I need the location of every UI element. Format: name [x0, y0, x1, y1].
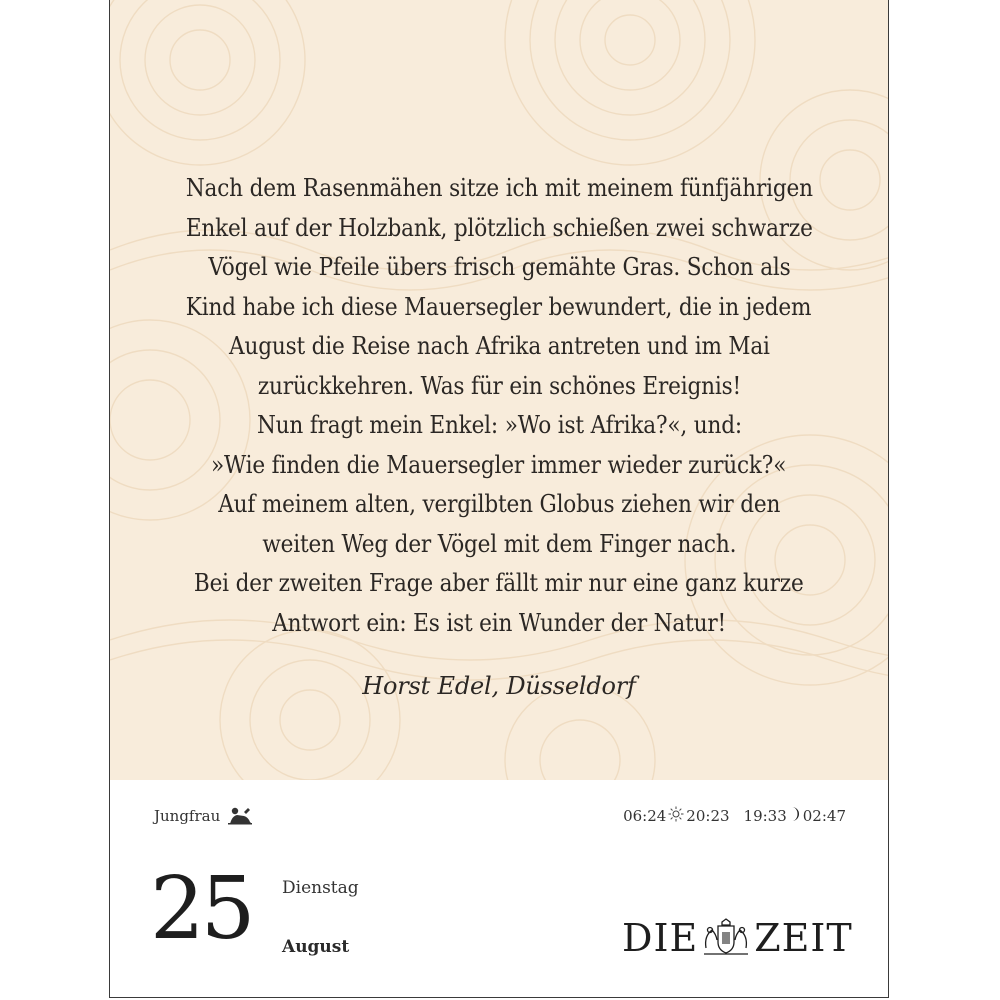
- sun-icon: [668, 806, 684, 826]
- sunrise-time: 06:24: [623, 807, 667, 825]
- virgo-figure-icon: [226, 806, 254, 826]
- story-line: Kind habe ich diese Mauersegler bewundert, die in jedem: [186, 292, 812, 321]
- logo-text-left: DIE: [622, 916, 699, 960]
- story-text: [110, 169, 888, 643]
- story-line: Bei der zweiten Frage aber fällt mir nur eine ganz kurze: [194, 569, 804, 597]
- author-signature: Horst Edel, Düsseldorf: [362, 672, 636, 700]
- logo-text-right: ZEIT: [754, 916, 853, 960]
- sun-moon-times: [623, 806, 846, 826]
- story-panel: [110, 0, 888, 780]
- calendar-page: [109, 0, 889, 998]
- story-line: »Wie finden die Mauersegler immer wieder zurück?«: [211, 450, 787, 479]
- die-zeit-logo: [622, 918, 853, 958]
- weekday-label: Dienstag: [282, 878, 359, 898]
- story-line: Vögel wie Pfeile übers frisch gemähte Gras. Schon als: [207, 253, 791, 281]
- moonrise-time: 19:33: [743, 807, 787, 825]
- moonset-time: 02:47: [802, 807, 846, 825]
- zodiac-label: Jungfrau: [154, 807, 221, 825]
- story-line: Antwort ein: Es ist ein Wunder der Natur!: [272, 608, 726, 637]
- story-line: weiten Weg der Vögel mit dem Finger nach.: [262, 529, 736, 558]
- story-line: August die Reise nach Afrika antreten und im Mai: [228, 332, 770, 360]
- story-line: Nun fragt mein Enkel: »Wo ist Afrika?«, und:: [256, 411, 742, 439]
- story-line: Auf meinem alten, vergilbten Globus ziehen wir den: [217, 490, 781, 518]
- story-line: zurückkehren. Was für ein schönes Ereignis!: [257, 371, 741, 400]
- crescent-moon-icon: [789, 806, 801, 826]
- story-line: Nach dem Rasenmähen sitze ich mit meinem fünfjährigen: [185, 174, 813, 202]
- calendar-footer: [110, 780, 888, 997]
- sunset-time: 20:23: [686, 807, 730, 825]
- month-label: August: [282, 937, 350, 957]
- zodiac-sign: [154, 806, 254, 826]
- coat-of-arms-icon: [700, 918, 752, 958]
- story-line: Enkel auf der Holzbank, plötzlich schießen zwei schwarze: [185, 213, 813, 242]
- day-number: 25: [150, 859, 252, 959]
